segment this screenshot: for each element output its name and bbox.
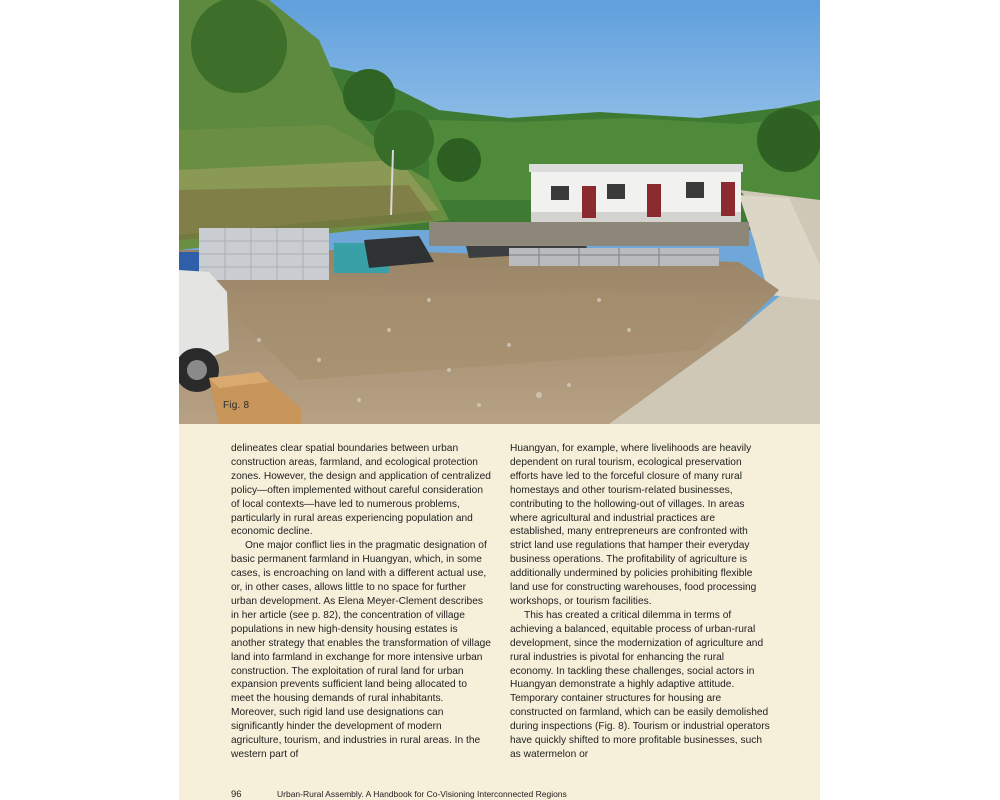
figure-label: Fig. 8	[223, 400, 250, 411]
book-page	[179, 0, 820, 800]
page-footer	[231, 789, 567, 800]
text-column-left	[231, 442, 491, 762]
paragraph: delineates clear spatial boundaries between urban construction areas, farmland, and ecological protection zones. However, the design and application of centralized policy—often implemented without careful consideration of local contexts—have led to numerous problems, particularly in rural areas experiencing population and economic decline.	[231, 443, 491, 538]
landscape-photo	[179, 0, 820, 424]
paragraph: This has created a critical dilemma in terms of achieving a balanced, equitable process of urban-rural development, since the modernization of agriculture and rural industries is pivotal for enhancing the rural economy. In tackling these challenges, social actors in Huangyan demonstrate a highly adaptive attitude. Temporary container structures for housing are constructed on farmland, which can be easily demolished during inspections (Fig. 8). Tourism or industrial operators have quickly shifted to more profitable businesses, such as watermelon or	[510, 609, 770, 760]
paragraph: Huangyan, for example, where livelihoods are heavily dependent on rural tourism, ecological preservation efforts have led to the forceful closure of many rural homestays and other tourism-related businesses, contributing to the hollowing-out of villages. In areas where agricultural and industrial practices are established, many entrepreneurs are confronted with strict land use regulations that hamper their everyday business operations. The profitability of agriculture is additionally undermined by policies prohibiting flexible land use for constructing warehouses, food processing workshops, or tourism facilities.	[510, 443, 757, 607]
running-title: Urban-Rural Assembly. A Handbook for Co-Visioning Interconnected Regions	[277, 789, 567, 799]
paragraph: One major conflict lies in the pragmatic designation of basic permanent farmland in Huangyan, which, in some cases, is encroaching on land with a different actual use, or, in other cases, allows little to no space for further urban development. As Elena Meyer-Clement describes in her article (see p. 82), the concentration of village populations in new high-density housing estates is another strategy that enables the transformation of village land into farmland in exchange for more intensive urban construction. The exploitation of rural land for urban expansion prevents sufficient land being allocated to meet the housing demands of rural inhabitants. Moreover, such rigid land use designations can significantly hinder the development of modern agriculture, tourism, and industries in rural areas. In the western part of	[231, 540, 491, 760]
page-number: 96	[231, 789, 242, 800]
figure-photo	[179, 0, 820, 424]
text-column-right	[510, 442, 770, 762]
